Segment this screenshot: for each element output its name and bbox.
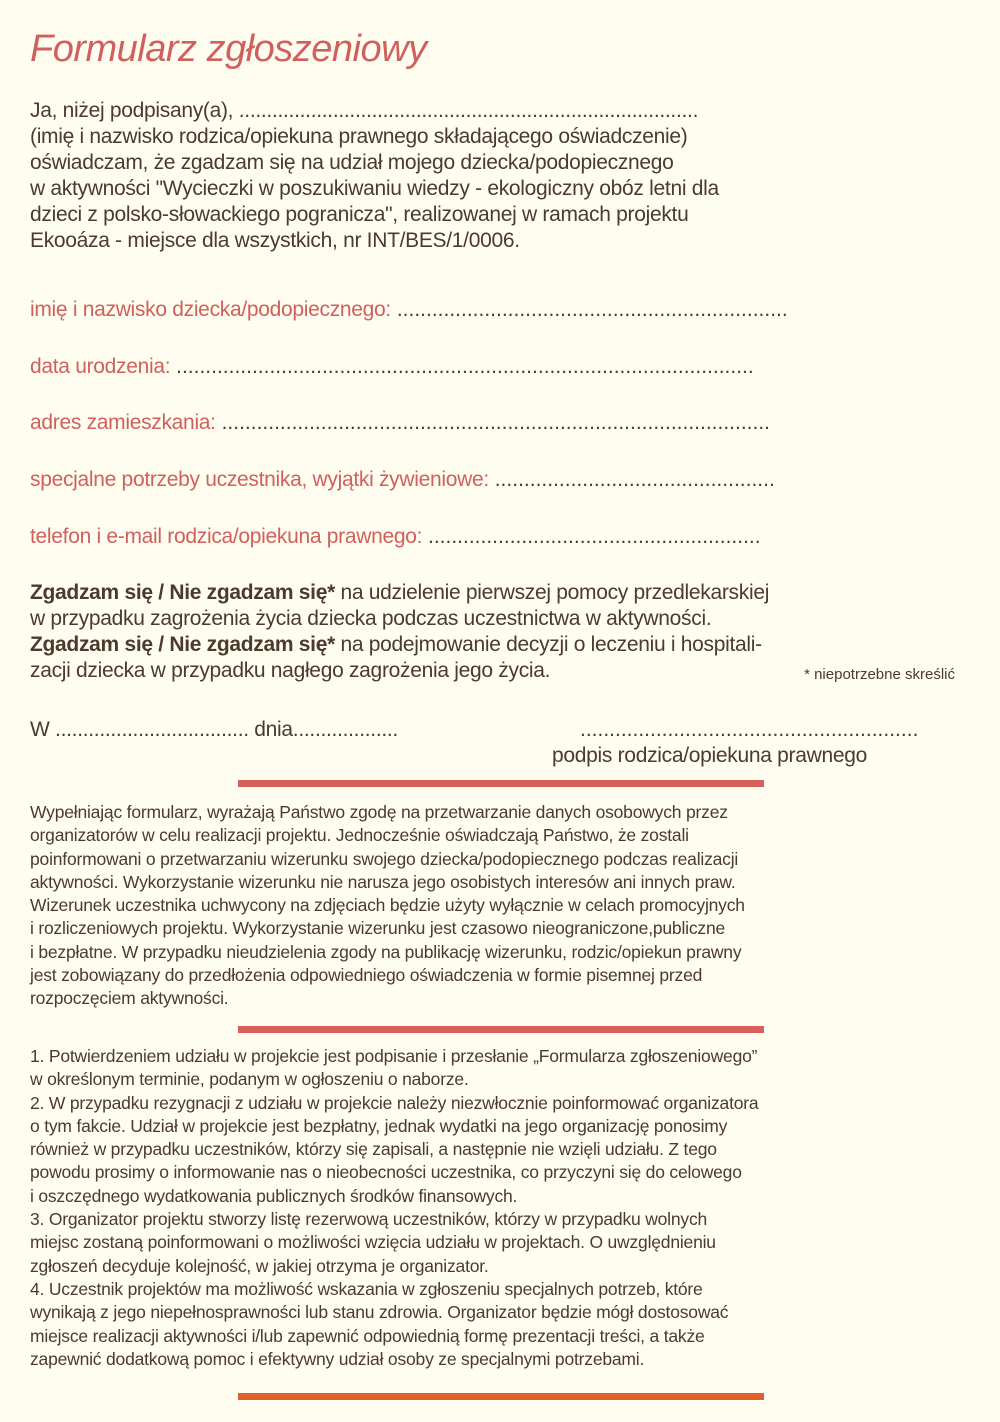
birth-date-field[interactable] (30, 355, 754, 379)
consent-choice-treatment[interactable]: Zgadzam się / Nie zgadzam się* (30, 633, 335, 656)
consent-text: zacji dziecka w przypadku nagłego zagrożenia jego życia. (30, 659, 551, 682)
field-label: data urodzenia: (30, 355, 171, 378)
text-line: organizatorów w celu realizacji projektu. Jednocześnie oświadczają Państwo, że zostali (30, 825, 689, 846)
consent-section (30, 580, 970, 684)
text-line: 4. Uczestnik projektów ma możliwość wskazania w zgłoszeniu specjalnych potrzeb, które (30, 1278, 703, 1299)
form-title: Formularz zgłoszeniowy (30, 28, 427, 70)
intro-statement (30, 98, 970, 254)
signature-label: podpis rodzica/opiekuna prawnego (552, 744, 867, 767)
text-line: miejsce realizacji aktywności i/lub zapewnić odpowiednią formę prezentacji treści, a także (30, 1325, 705, 1346)
text-line: również w przypadku uczestników, którzy się zapisali, a następnie nie wzięli udziału. Z tego (30, 1139, 717, 1160)
intro-line[interactable]: Ja, niżej podpisany(a), ................................................................................... (30, 99, 699, 122)
text-line: w określonym terminie, podanym w ogłoszeniu o naborze. (30, 1069, 469, 1090)
text-line: jest zobowiązany do przedłożenia odpowiedniego oświadczenia w formie pisemnej przed (30, 965, 703, 986)
field-label: adres zamieszkania: (30, 411, 216, 434)
text-line: zapewnić dodatkową pomoc i efektywny udział osoby ze specjalnymi potrzebami. (30, 1348, 645, 1369)
fill-line[interactable]: ................................................................... (390, 298, 788, 321)
field-label: specjalne potrzeby uczestnika, wyjątki żywieniowe: (30, 468, 489, 491)
intro-line: w aktywności "Wycieczki w poszukiwaniu wiedzy - ekologiczny obóz letni dla (30, 177, 719, 200)
fill-line[interactable]: ......................................................... (422, 525, 761, 548)
text-line: i oszczędnego wydatkowania publicznych środków finansowych. (30, 1185, 518, 1206)
text-line: Wizerunek uczestnika uchwycony na zdjęciach będzie użyty wyłącznie w celach promocyjnych (30, 895, 745, 916)
consent-text: na udzielenie pierwszej pomocy przedlekarskiej (334, 581, 770, 604)
text-line: i rozliczeniowych projektu. Wykorzystanie wizerunku jest czasowo nieograniczone,publiczne (30, 918, 726, 939)
fill-line[interactable]: .............................................................................................. (215, 411, 771, 434)
text-line: poinformowani o przetwarzaniu wizerunku swojego dziecka/podopiecznego podczas realizacji (30, 848, 739, 869)
text-line: aktywności. Wykorzystanie wizerunku nie narusza jego osobistych interesów ani innych praw. (30, 871, 736, 892)
consent-choice-first-aid[interactable]: Zgadzam się / Nie zgadzam się* (30, 581, 335, 604)
divider (238, 780, 764, 787)
footnote: * niepotrzebne skreślić (804, 666, 955, 683)
text-line: 2. W przypadku rezygnacji z udziału w projekcie należy niezwłocznie poinformować organizatora (30, 1092, 759, 1113)
text-line: 1. Potwierdzeniem udziału w projekcie jest podpisanie i przesłanie „Formularza zgłoszeniowego” (30, 1046, 758, 1066)
special-needs-field[interactable] (30, 468, 775, 492)
contact-field[interactable] (30, 525, 761, 549)
rules-list (30, 1045, 975, 1371)
text-line: rozpoczęciem aktywności. (30, 988, 229, 1009)
address-field[interactable] (30, 411, 770, 435)
divider (238, 1393, 764, 1400)
text-line: miejsc zostaną poinformowani o możliwości wzięcia udziału w projektach. O uwzględnieniu (30, 1232, 716, 1253)
field-label: imię i nazwisko dziecka/podopiecznego: (30, 298, 391, 321)
signature-field[interactable]: .......................................................... (580, 718, 919, 741)
intro-line: dzieci z polsko-słowackiego pogranicza", realizowanej w ramach projektu (30, 203, 689, 226)
text-line: o tym fakcie. Udział w projekcie jest bezpłatny, jednak wydatki na jego organizację ponosimy (30, 1115, 728, 1136)
fill-line[interactable]: ................................................................................................... (170, 355, 754, 378)
text-line: i bezpłatne. W przypadku nieudzielenia zgody na publikację wizerunku, rodzic/opiekun prawny (30, 941, 742, 962)
consent-text: na podejmowanie decyzji o leczeniu i hospitali- (334, 633, 762, 656)
privacy-notice (30, 801, 975, 1011)
child-name-field[interactable] (30, 298, 788, 322)
fill-line[interactable]: ................................................ (488, 468, 775, 491)
intro-line: Ekooáza - miejsce dla wszystkich, nr INT/BES/1/0006. (30, 229, 520, 252)
place-date-field[interactable]: W ................................... dnia................... (30, 718, 398, 741)
text-line: wynikają z jego niepełnosprawności lub stanu zdrowia. Organizator będzie mógł dostosować (30, 1302, 729, 1323)
divider (238, 1026, 764, 1033)
consent-text: w przypadku zagrożenia życia dziecka podczas uczestnictwa w aktywności. (30, 607, 712, 630)
text-line: 3. Organizator projektu stworzy listę rezerwową uczestników, którzy w przypadku wolnych (30, 1209, 708, 1230)
intro-line: oświadczam, że zgadzam się na udział mojego dziecka/podopiecznego (30, 151, 674, 174)
field-label: telefon i e-mail rodzica/opiekuna prawnego: (30, 525, 423, 548)
text-line: powodu prosimy o informowanie nas o nieobecności uczestnika, co przyczyni się do celowego (30, 1162, 742, 1183)
text-line: Wypełniając formularz, wyrażają Państwo zgodę na przetwarzanie danych osobowych przez (30, 802, 728, 822)
intro-line: (imię i nazwisko rodzica/opiekuna prawnego składającego oświadczenie) (30, 125, 688, 148)
text-line: zgłoszeń decyduje kolejność, w jakiej otrzyma je organizator. (30, 1255, 489, 1276)
